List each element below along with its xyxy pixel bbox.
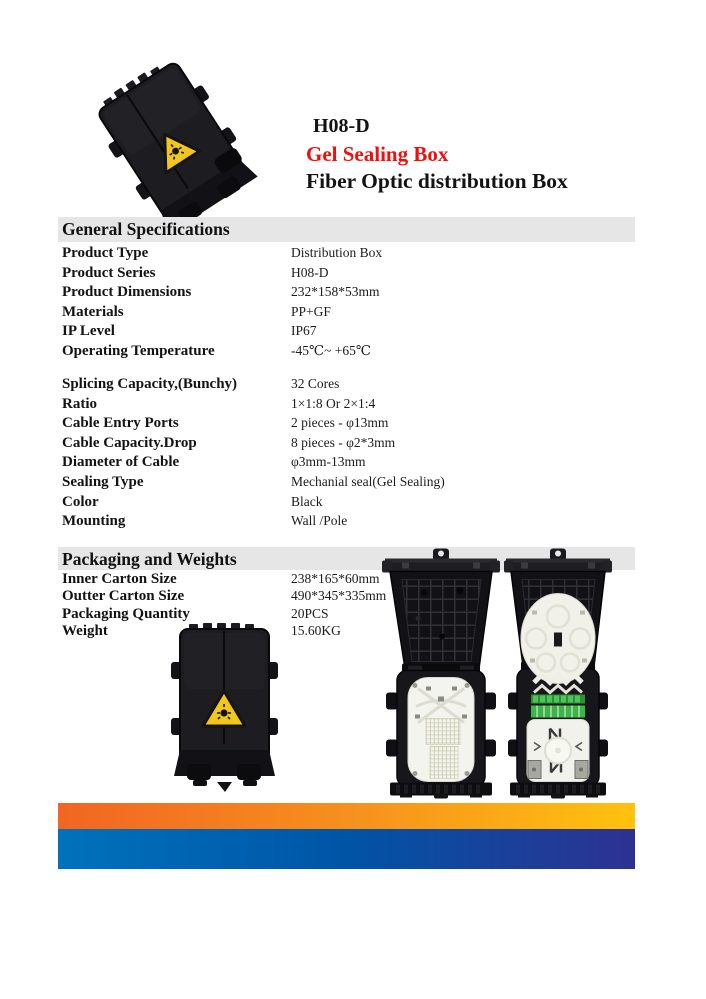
- spec-row: [58, 245, 635, 265]
- spec-value: Mechanial seal(Gel Sealing): [291, 473, 445, 489]
- spec-label: Sealing Type: [62, 473, 144, 490]
- spec-row: [58, 265, 635, 285]
- spec-value: 1×1:8 Or 2×1:4: [291, 395, 376, 411]
- spec-value: -45℃~ +65℃: [291, 342, 371, 358]
- spec-value: 8 pieces - φ2*3mm: [291, 434, 396, 450]
- spec-value: H08-D: [291, 264, 329, 280]
- product-model-title: H08-D: [313, 115, 370, 137]
- product-photo-closed-front: [167, 621, 282, 795]
- spec-value: Distribution Box: [291, 245, 383, 260]
- tilted-box-illustration: [86, 62, 258, 222]
- general-spec-table: [58, 245, 635, 363]
- spec-label: Product Type: [62, 245, 149, 261]
- spec-value: 490*345*335mm: [291, 588, 387, 604]
- spec-value: Wall /Pole: [291, 513, 348, 529]
- spec-label: Packaging Quantity: [62, 605, 190, 622]
- spec-value: 232*158*53mm: [291, 284, 380, 300]
- spec-row: [58, 396, 635, 416]
- spec-label: Splicing Capacity,(Bunchy): [62, 376, 238, 392]
- spec-row: [58, 323, 635, 343]
- footer-stripe-orange: [58, 803, 635, 829]
- spec-value: 15.60KG: [291, 622, 341, 638]
- spec-label: IP Level: [62, 323, 115, 340]
- spec-row: [58, 435, 635, 455]
- spec-row: [58, 304, 635, 324]
- spec-row: [58, 415, 635, 435]
- spec-value: IP67: [291, 323, 317, 339]
- capacity-spec-table: [58, 376, 635, 533]
- spec-label: Product Series: [62, 264, 156, 281]
- spec-row: [58, 343, 635, 363]
- open-box-illustration: [382, 546, 500, 799]
- open-box-splitter-illustration: [504, 546, 612, 799]
- closed-box-illustration: [167, 621, 282, 795]
- spec-row: [58, 494, 635, 514]
- green-adapter-row: [531, 695, 585, 718]
- spec-label: Inner Carton Size: [62, 571, 177, 587]
- section-heading-packaging: Packaging and Weights: [62, 549, 237, 569]
- spec-label: Weight: [62, 622, 108, 639]
- spec-value: 2 pieces - φ13mm: [291, 415, 389, 431]
- spec-row: [58, 513, 635, 533]
- spec-value: 20PCS: [291, 605, 329, 621]
- product-subtitle: Fiber Optic distribution Box: [306, 169, 568, 193]
- footer-stripe-blue: [58, 829, 635, 869]
- section-bar-general: [58, 217, 635, 242]
- spec-label: Operating Temperature: [62, 342, 215, 359]
- spec-value: φ3mm-13mm: [291, 454, 366, 470]
- spec-label: Cable Capacity.Drop: [62, 434, 197, 451]
- section-heading-general: General Specifications: [62, 219, 230, 239]
- spec-row: [58, 474, 635, 494]
- product-photo-open-splitter: [504, 546, 612, 799]
- spec-label: Diameter of Cable: [62, 454, 180, 471]
- spec-row: [58, 454, 635, 474]
- spec-label: Materials: [62, 303, 124, 320]
- product-photo-open-tray: [382, 546, 500, 799]
- product-name-title: Gel Sealing Box: [306, 141, 449, 166]
- spec-label: Cable Entry Ports: [62, 415, 179, 432]
- spec-label: Ratio: [62, 395, 97, 412]
- spec-label: Color: [62, 493, 99, 510]
- spec-row: [58, 376, 635, 396]
- spec-value: 238*165*60mm: [291, 571, 380, 586]
- spec-row: [58, 284, 635, 304]
- spec-value: Black: [291, 493, 323, 509]
- spec-label: Product Dimensions: [62, 284, 192, 301]
- spec-label: Outter Carton Size: [62, 588, 185, 605]
- spec-label: Mounting: [62, 513, 126, 530]
- spec-value: 32 Cores: [291, 376, 340, 391]
- title-block: [306, 113, 568, 196]
- spec-value: PP+GF: [291, 303, 331, 319]
- product-photo-hero-tilted: [86, 62, 258, 222]
